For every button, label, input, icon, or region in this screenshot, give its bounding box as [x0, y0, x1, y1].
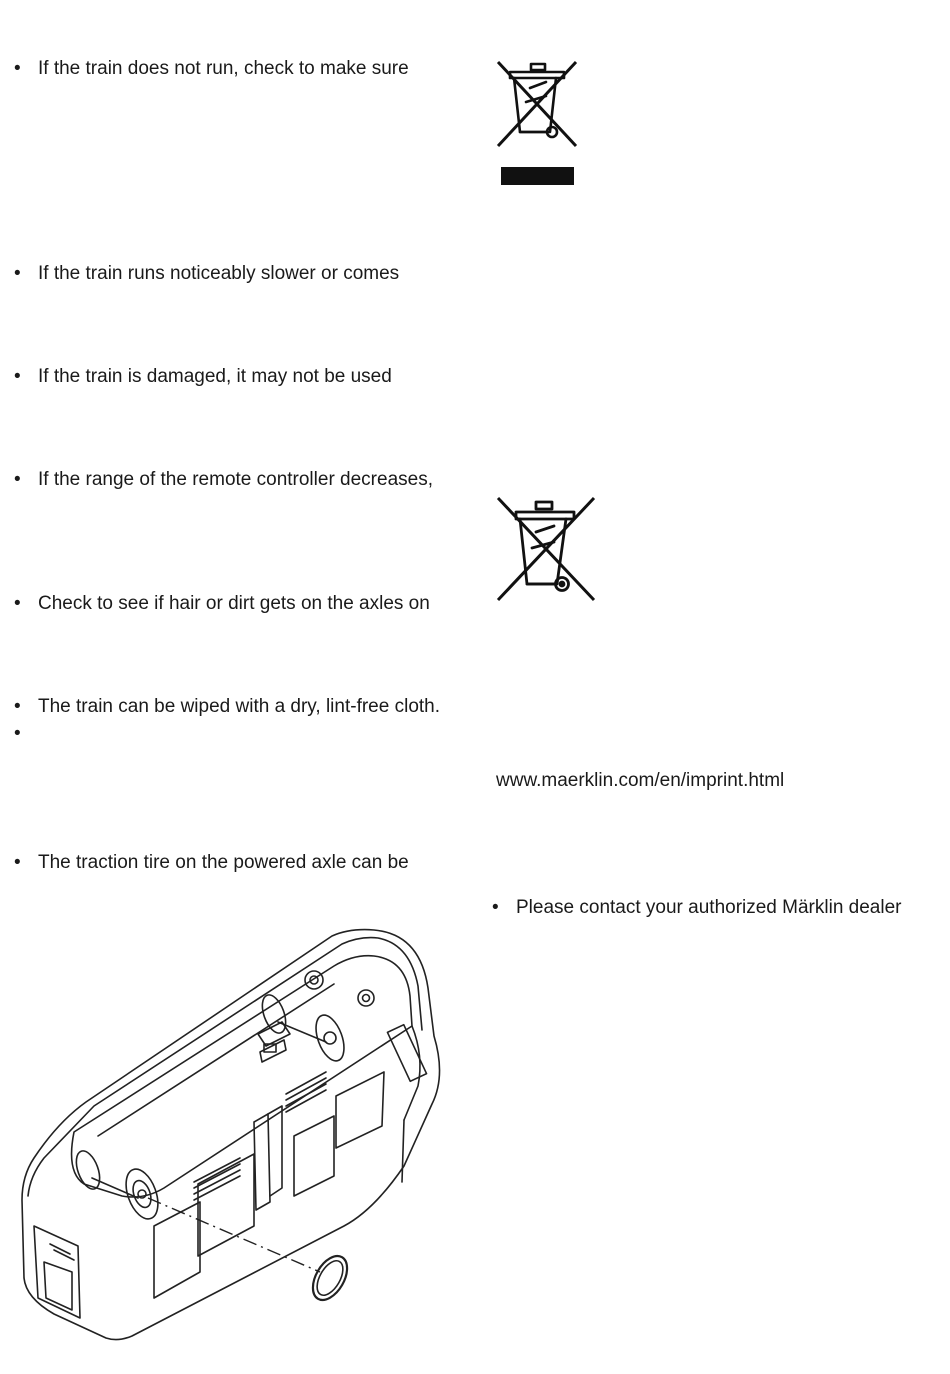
bullet-mark: •: [14, 593, 21, 614]
bullet-mark: •: [14, 696, 21, 717]
bullet-text: Check to see if hair or dirt gets on the axles on: [38, 593, 430, 614]
bullet-text: If the train runs noticeably slower or comes: [38, 263, 400, 284]
train-underside-traction-tire-illustration: [14, 926, 444, 1346]
bullet-mark: •: [14, 723, 21, 744]
bullet-text: The train can be wiped with a dry, lint-free cloth.: [38, 696, 441, 717]
bullet-mark: •: [14, 58, 21, 79]
bullet-mark: •: [14, 366, 21, 387]
bullet-mark: •: [14, 852, 21, 873]
bullet-text: If the train is damaged, it may not be used: [38, 366, 392, 387]
bullet-mark: •: [14, 263, 21, 284]
crossed-out-wheelie-bin-icon: [494, 496, 598, 602]
crossed-out-wheelie-bin-with-bar-icon: [494, 60, 580, 188]
bullet-mark: •: [14, 469, 21, 490]
bullet-text: The traction tire on the powered axle can be: [38, 852, 409, 873]
imprint-url: www.maerklin.com/en/imprint.html: [496, 770, 785, 791]
dealer-text: Please contact your authorized Märklin dealer: [516, 897, 902, 918]
bullet-text: If the range of the remote controller decreases,: [38, 469, 433, 490]
bullet-mark: •: [492, 897, 499, 918]
bullet-text: If the train does not run, check to make sure: [38, 58, 409, 79]
